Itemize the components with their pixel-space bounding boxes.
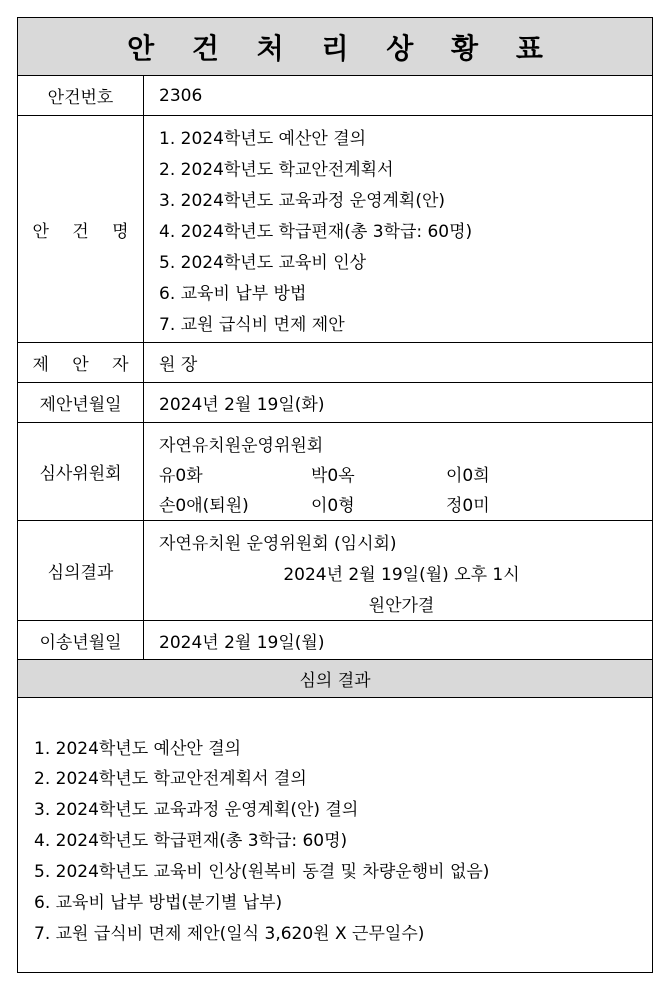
deliberation-row [18,521,652,621]
committee-value [159,423,644,520]
page-title: 안 건 처 리 상 황 표 [127,31,557,65]
results-header [18,660,652,698]
results-header-label: 심의 결과 [299,671,371,691]
deliberation-datetime: 2024년 2월 19일(월) 오후 1시 [283,565,520,585]
proposal-date-value: 2024년 2월 19일(화) [159,395,325,415]
result-item: 7. 교원 급식비 면제 제안(일식 3,620원 X 근무일수) [34,924,425,944]
deliberation-outcome: 원안가결 [368,596,435,616]
committee-member: 손0애(퇴원) [159,496,249,516]
committee-label: 심사위원회 [18,423,144,520]
transfer-date-row [18,621,652,660]
agenda-item: 3. 2024학년도 교육과정 운영계획(안) [159,191,446,211]
agenda-item: 4. 2024학년도 학급편재(총 3학급: 60명) [159,222,473,242]
results-body [18,698,652,972]
deliberation-value [159,521,644,620]
proposal-date-row [18,383,652,423]
committee-member: 이0형 [311,496,355,516]
agenda-item: 2. 2024학년도 학교안전계획서 [159,160,394,180]
agenda-item: 5. 2024학년도 교육비 인상 [159,253,367,273]
transfer-date-label: 이송년월일 [18,621,144,659]
result-item: 5. 2024학년도 교육비 인상(원복비 동결 및 차량운행비 없음) [34,862,490,882]
agenda-item: 7. 교원 급식비 면제 제안 [159,315,345,335]
proposal-date-label: 제안년월일 [18,383,144,422]
agenda-item: 1. 2024학년도 예산안 결의 [159,129,367,149]
result-item: 3. 2024학년도 교육과정 운영계획(안) 결의 [34,800,359,820]
agenda-number-row [18,76,652,116]
result-item: 1. 2024학년도 예산안 결의 [34,739,242,759]
result-item: 6. 교육비 납부 방법(분기별 납부) [34,893,283,913]
proposer-value: 원 장 [159,355,198,375]
result-item: 4. 2024학년도 학급편재(총 3학급: 60명) [34,831,348,851]
committee-member: 유0화 [159,466,203,486]
agenda-number-label: 안건번호 [18,76,144,115]
agenda-item: 6. 교육비 납부 방법 [159,284,307,304]
agenda-name-row [18,116,652,343]
proposer-label: 제 안 자 [18,343,144,382]
deliberation-meeting: 자연유치원 운영위원회 (임시회) [159,534,397,554]
result-item: 2. 2024학년도 학교안전계획서 결의 [34,769,307,789]
agenda-number-value: 2306 [159,85,203,106]
agenda-status-sheet [17,17,653,973]
proposer-row [18,343,652,383]
title-row [18,18,652,76]
transfer-date-value: 2024년 2월 19일(월) [159,632,325,653]
deliberation-label: 심의결과 [18,521,144,620]
agenda-name-list [159,116,644,342]
committee-name: 자연유치원운영위원회 [159,436,324,456]
committee-row [18,423,652,521]
committee-member: 이0희 [446,466,490,486]
agenda-name-label: 안 건 명 [18,116,144,342]
committee-member: 정0미 [446,496,490,516]
committee-member: 박0옥 [311,466,355,486]
